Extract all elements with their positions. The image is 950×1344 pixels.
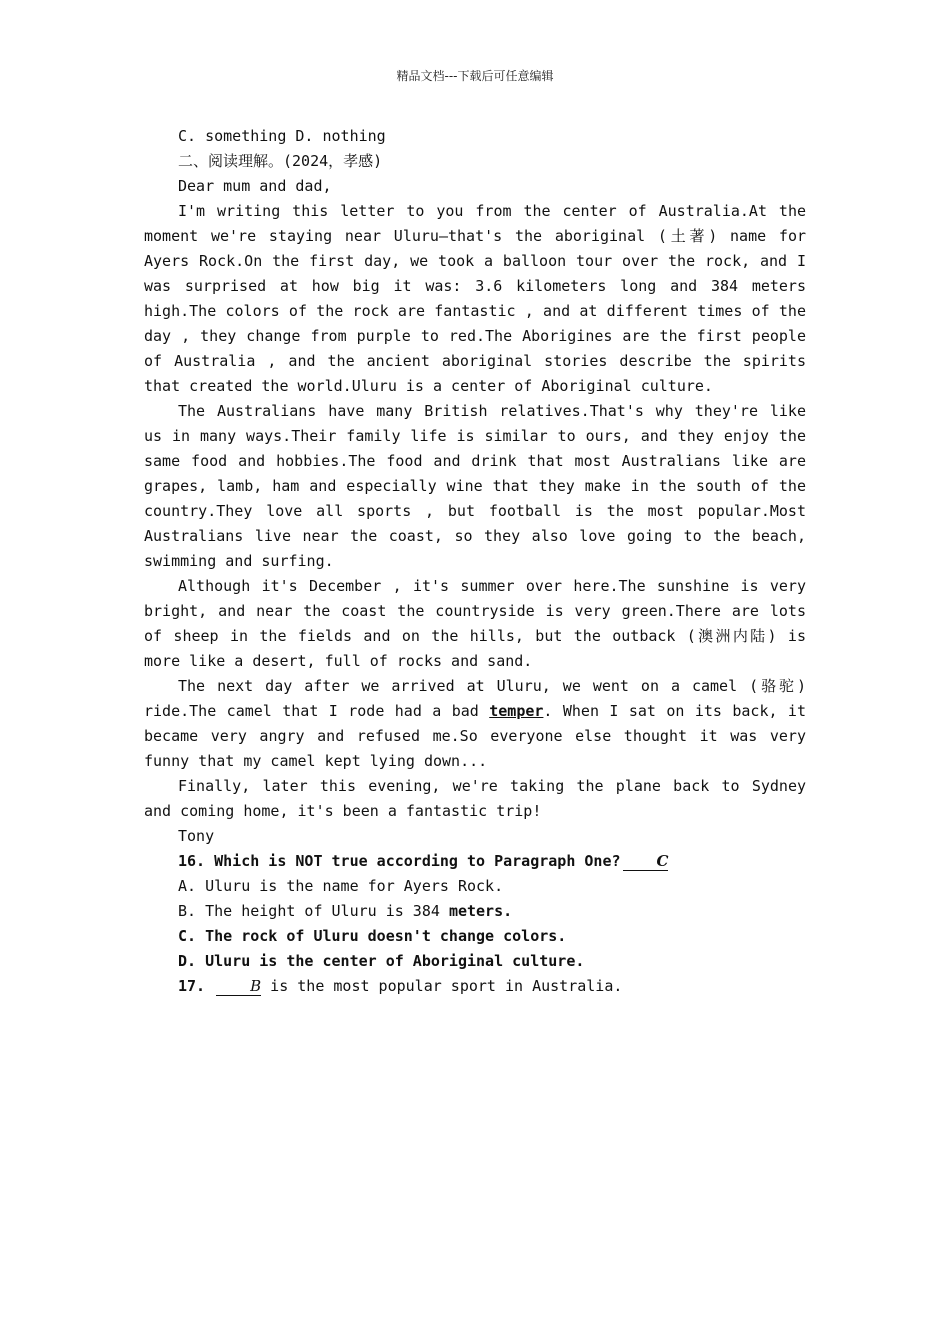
answer-blank-16: C bbox=[623, 853, 669, 871]
options-line: C. something D. nothing bbox=[178, 127, 386, 145]
option-b bbox=[144, 899, 806, 924]
letter-paragraph-4 bbox=[144, 674, 806, 774]
option-b-text: B. The height of Uluru is 384 bbox=[178, 902, 449, 920]
paragraph-4-text-after: . When I sat on its back, it became very angry and refused me.So everyone else thought it was very funny that my camel kept lying down... bbox=[144, 702, 806, 770]
option-b-bold-text: meters. bbox=[448, 902, 513, 920]
letter-paragraph-1: I'm writing this letter to you from the center of Australia.At the moment we're staying near Uluru—that's the aboriginal (土著) name for Ayers Rock.On the first day, we took a balloon tour over the rock, and I was surprised at how big it was: 3.6 kilometers long and 384 meters high.The colors of the rock are fantastic , and at different times of the day , they change from purple to red.The Aborigines are the first people of Australia , and the ancient aboriginal stories describe the spirits that created the world.Uluru is a center of Aboriginal culture. bbox=[144, 202, 806, 395]
question-17-stem: is the most popular sport in Australia. bbox=[261, 977, 623, 995]
question-16 bbox=[144, 849, 806, 874]
letter-greeting: Dear mum and dad, bbox=[178, 177, 332, 195]
paragraph-4-text-before: The next day after we arrived at Uluru, we went on a camel (骆驼) ride.The camel that I rode had a bad bbox=[144, 677, 806, 720]
letter-paragraph-3: Although it's December , it's summer over here.The sunshine is very bright, and near the coast the countryside is very green.There are lots of sheep in the fields and on the hills, but the outback (澳洲内陆) is more like a desert, full of rocks and sand. bbox=[144, 577, 806, 670]
question-17 bbox=[144, 974, 806, 999]
letter-signature: Tony bbox=[178, 827, 215, 845]
option-d: D. Uluru is the center of Aboriginal culture. bbox=[178, 952, 585, 970]
page-header: 精品文档---下载后可任意编辑 bbox=[396, 69, 554, 83]
document-body bbox=[144, 124, 806, 999]
letter-paragraph-2: The Australians have many British relatives.That's why they're like us in many ways.Their family life is similar to ours, and they enjoy the same food and hobbies.The food and drink that most Australians like are grapes, lamb, ham and especially wine that they make in the south of the country.They love all sports , but football is the most popular.Most Australians live near the coast, so they also love going to the beach, swimming and surfing. bbox=[144, 402, 806, 570]
section-title: 二、阅读理解。(2024，孝感) bbox=[178, 152, 383, 170]
question-16-stem: 16. Which is NOT true according to Paragraph One? bbox=[178, 852, 621, 870]
option-a: A. Uluru is the name for Ayers Rock. bbox=[178, 877, 504, 895]
question-17-number: 17. bbox=[178, 977, 206, 995]
letter-paragraph-5: Finally, later this evening, we're taking the plane back to Sydney and coming home, it's been a fantastic trip! bbox=[144, 777, 806, 820]
answer-blank-17: B bbox=[216, 978, 261, 996]
option-c: C. The rock of Uluru doesn't change colors. bbox=[178, 927, 567, 945]
underlined-word-temper: temper bbox=[489, 702, 544, 720]
